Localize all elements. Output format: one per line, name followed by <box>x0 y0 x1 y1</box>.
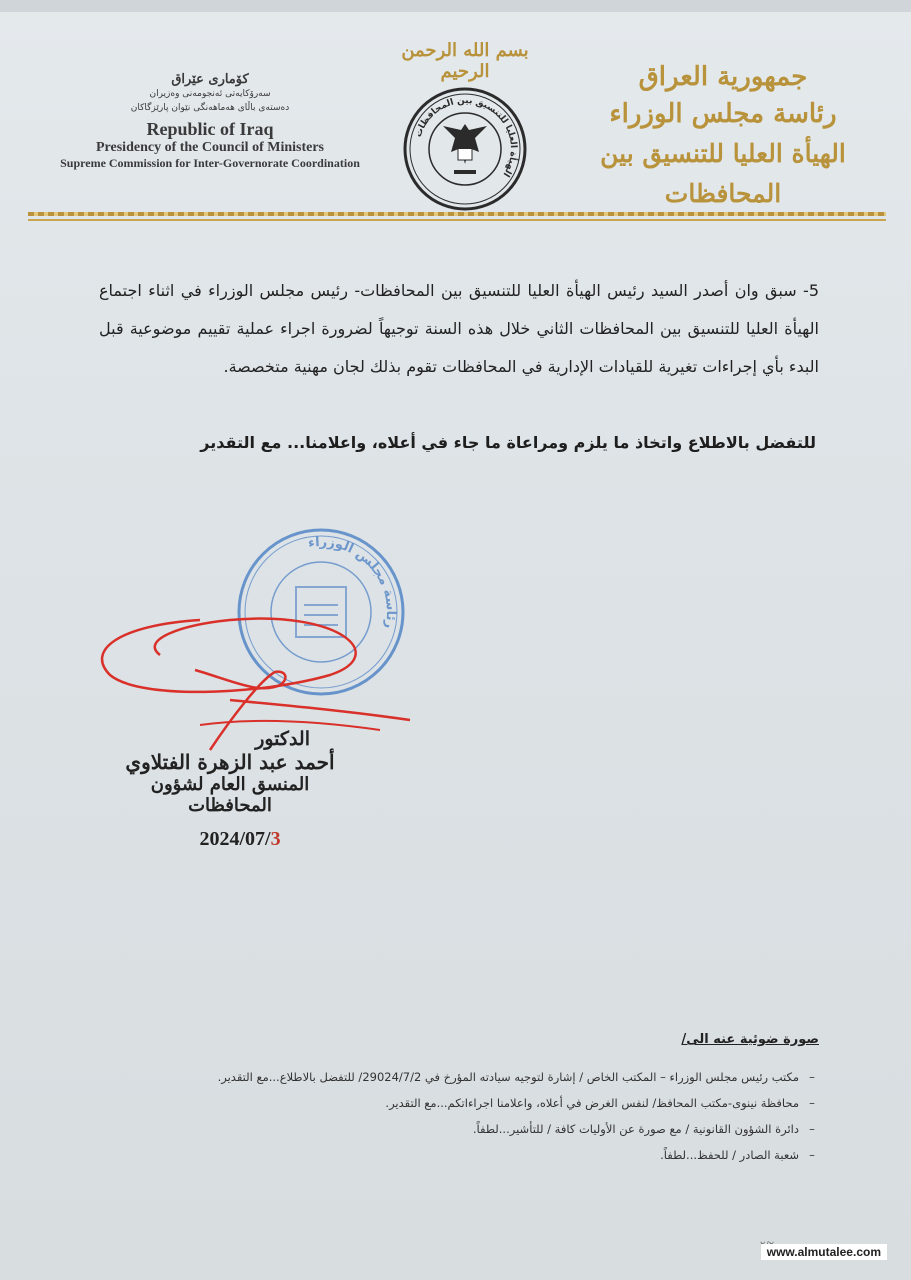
header-english-line1: Republic of Iraq <box>146 119 274 139</box>
body-paragraph: 5- سبق وان أصدر السيد رئيس الهيأة العليا للتنسيق بين المحافظات- رئيس مجلس الوزراء في اثناء اجتماع الهيأة العليا للتنسيق بين المحافظات الثاني خلال هذه السنة توجيهاً لضرورة اجراء عملية تقييم موضوعية قبل البدء بأي إجراءات تغيرية للقيادات الإدارية في المحافظات تقوم بذلك لجان مهنية متخصصة. <box>99 281 819 376</box>
stamp-ring-text: رئاسة مجلس الوزراء <box>307 534 399 630</box>
closing-line: للتفضل بالاطلاع واتخاذ ما يلزم ومراعاة ما جاء في أعلاه، واعلامنا... مع التقدير <box>200 433 816 452</box>
copy-item-1: مكتب رئيس مجلس الوزراء – المكتب الخاص / إشارة لتوجيه سيادته المؤرخ في 29024/7/2/ للتفضل بالاطلاع...مع التقدير. <box>217 1070 799 1084</box>
copies-title: صورة ضوئية عنه الى/ <box>681 1032 819 1047</box>
seal-ring-text: الهيأة العليا للتنسيق بين المحافظات <box>413 95 519 179</box>
emblem-seal <box>402 86 528 212</box>
header-english-line3: Supreme Commission for Inter-Governorate Coordination <box>60 156 360 170</box>
header-kurdish-line3: دەستەی باڵای هەماهەنگی نێوان پارێزگاکان <box>130 103 290 113</box>
signer-position: المنسق العام لشؤون المحافظات <box>150 774 310 816</box>
list-item: – شعبة الصادر / للحفظ...لطفاً. <box>135 1142 825 1168</box>
header-divider <box>28 212 886 216</box>
date-day: 3 <box>270 828 281 850</box>
header-kurdish-line2: سەرۆکایەتی ئەنجومەنی وەزیران <box>149 89 271 99</box>
header-divider-thin <box>28 219 886 221</box>
copy-item-4: شعبة الصادر / للحفظ...لطفاً. <box>660 1148 799 1162</box>
copy-item-2: محافظة نينوى-مكتب المحافظ/ لنفس الغرض في أعلاه، واعلامنا اجراءاتكم...مع التقدير. <box>385 1096 799 1110</box>
eagle-icon <box>443 124 487 174</box>
signer-title: الدكتور <box>255 728 310 750</box>
header-english-block <box>60 72 360 171</box>
header-kurdish-line1: کۆماری عێراق <box>171 72 249 87</box>
signature-date <box>160 828 320 851</box>
basmala: بسم الله الرحمن الرحيم <box>401 40 529 82</box>
list-item: – محافظة نينوى-مكتب المحافظ/ لنفس الغرض في أعلاه، واعلامنا اجراءاتكم...مع التقدير. <box>135 1090 825 1116</box>
header-arabic-line1: جمهورية العراق <box>638 62 808 92</box>
header-arabic-line3: الهيأة العليا للتنسيق بين المحافظات <box>600 139 846 208</box>
header-arabic-line2: رئاسة مجلس الوزراء <box>609 99 837 129</box>
list-item: – مكتب رئيس مجلس الوزراء – المكتب الخاص / إشارة لتوجيه سيادته المؤرخ في 29024/7/2/ للتفضل بالاطلاع...مع التقدير. <box>135 1064 825 1090</box>
signer-block <box>110 728 350 816</box>
signer-name: أحمد عبد الزهرة الفتلاوي <box>125 750 335 774</box>
copies-list <box>135 1064 825 1168</box>
watermark: www.almutalee.com <box>761 1244 887 1260</box>
list-item: – دائرة الشؤون القانونية / مع صورة عن الأوليات كافة / للتأشير...لطفاً. <box>135 1116 825 1142</box>
header-english-line2: Presidency of the Council of Ministers <box>96 140 324 155</box>
date-main: 2024/07/ <box>199 828 271 850</box>
copy-item-3: دائرة الشؤون القانونية / مع صورة عن الأوليات كافة / للتأشير...لطفاً. <box>472 1122 799 1136</box>
top-cropped-strip <box>0 0 911 12</box>
header-arabic <box>573 60 873 214</box>
